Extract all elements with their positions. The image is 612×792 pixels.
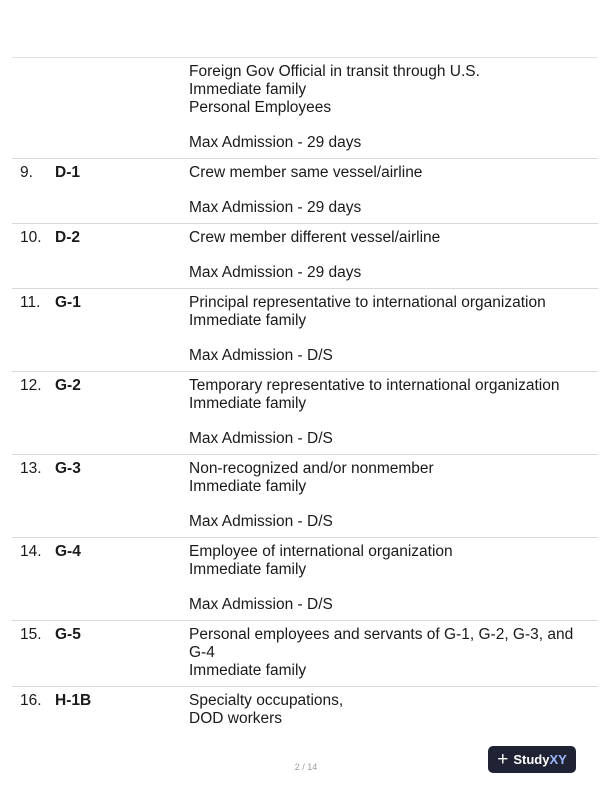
description-line: Immediate family xyxy=(189,561,307,578)
visa-description xyxy=(189,540,594,614)
description-line: Crew member different vessel/airline xyxy=(189,229,441,246)
row-number: 15. xyxy=(20,626,42,643)
row-number: 12. xyxy=(20,377,42,394)
description-line: Crew member same vessel/airline xyxy=(189,164,423,181)
visa-table xyxy=(12,57,598,734)
description-line: Personal Employees xyxy=(189,99,332,116)
description-line: Immediate family xyxy=(189,81,307,98)
description-line: G-4 xyxy=(189,644,215,661)
visa-description xyxy=(189,161,594,217)
description-line: Temporary representative to international organization xyxy=(189,377,560,394)
visa-code: G-5 xyxy=(55,626,81,643)
row-number: 10. xyxy=(20,229,42,246)
description-line: Non-recognized and/or nonmember xyxy=(189,460,434,477)
table-row xyxy=(12,223,598,288)
visa-description xyxy=(189,689,594,728)
description-line: DOD workers xyxy=(189,710,283,727)
max-admission: Max Admission - D/S xyxy=(189,430,333,447)
row-number: 11. xyxy=(20,294,41,311)
description-line: Personal employees and servants of G-1, G-2, G-3, and xyxy=(189,626,574,643)
visa-description xyxy=(189,291,594,365)
visa-code: D-1 xyxy=(55,164,80,181)
row-number: 16. xyxy=(20,692,42,709)
visa-rows xyxy=(12,57,598,734)
table-row xyxy=(12,620,598,686)
row-number: 13. xyxy=(20,460,42,477)
visa-code: D-2 xyxy=(55,229,80,246)
max-admission: Max Admission - 29 days xyxy=(189,134,362,151)
table-row xyxy=(12,288,598,371)
description-line: Immediate family xyxy=(189,395,307,412)
plus-icon: + xyxy=(497,749,509,770)
table-row xyxy=(12,371,598,454)
page-indicator: 2 / 14 xyxy=(294,762,318,772)
brand-prefix: Study xyxy=(513,752,550,767)
brand-suffix: XY xyxy=(549,752,567,767)
table-row xyxy=(12,454,598,537)
max-admission: Max Admission - D/S xyxy=(189,347,333,364)
row-number: 9. xyxy=(20,164,33,181)
max-admission: Max Admission - 29 days xyxy=(189,199,362,216)
description-line: Immediate family xyxy=(189,662,307,679)
visa-code: G-4 xyxy=(55,543,81,560)
max-admission: Max Admission - D/S xyxy=(189,513,333,530)
visa-code: G-1 xyxy=(55,294,81,311)
description-line: Specialty occupations, xyxy=(189,692,344,709)
max-admission: Max Admission - 29 days xyxy=(189,264,362,281)
table-row xyxy=(12,158,598,223)
table-row xyxy=(12,537,598,620)
studyxy-logo-button[interactable] xyxy=(488,746,576,773)
visa-description xyxy=(189,623,594,680)
description-line: Principal representative to international organization xyxy=(189,294,546,311)
table-row xyxy=(12,57,598,158)
visa-code: G-2 xyxy=(55,377,81,394)
visa-description xyxy=(189,457,594,531)
description-line: Immediate family xyxy=(189,312,307,329)
visa-code: G-3 xyxy=(55,460,81,477)
visa-description xyxy=(189,226,594,282)
visa-code: H-1B xyxy=(55,692,92,709)
description-line: Foreign Gov Official in transit through U.S. xyxy=(189,63,480,80)
description-line: Employee of international organization xyxy=(189,543,453,560)
visa-description xyxy=(189,374,594,448)
table-row xyxy=(12,686,598,734)
row-number: 14. xyxy=(20,543,42,560)
description-line: Immediate family xyxy=(189,478,307,495)
max-admission: Max Admission - D/S xyxy=(189,596,333,613)
visa-description xyxy=(189,60,594,152)
